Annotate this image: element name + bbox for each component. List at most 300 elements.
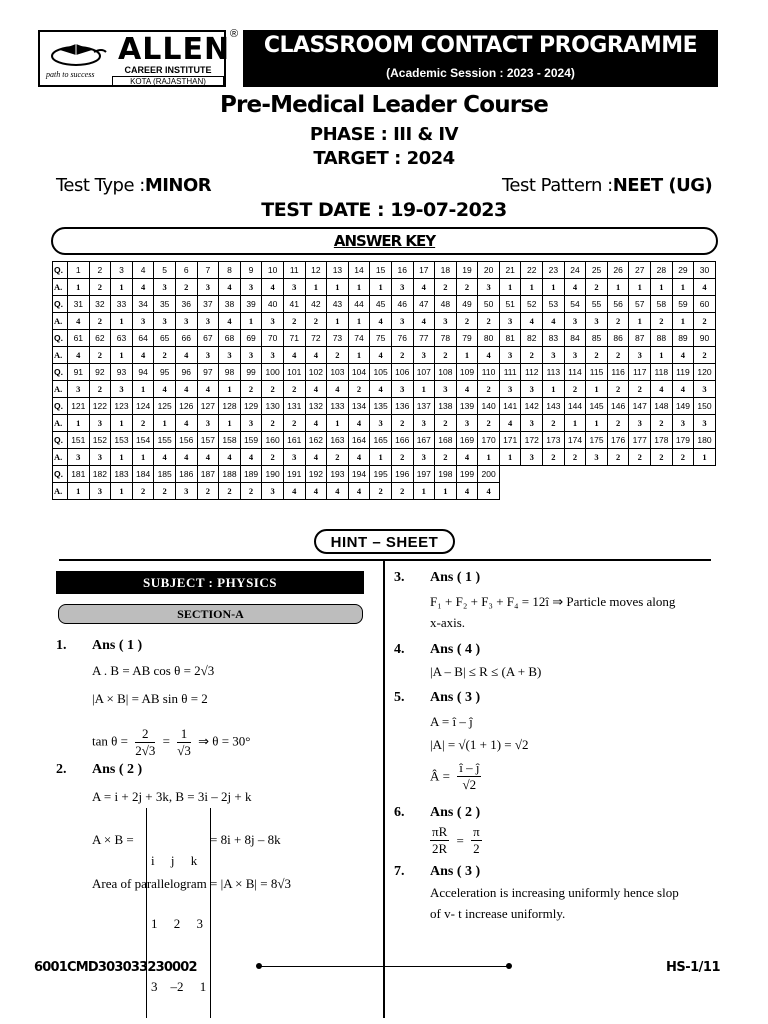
question-number-cell: 140	[478, 398, 500, 415]
answer-cell: 2	[240, 381, 262, 398]
question-number-cell: 169	[456, 432, 478, 449]
answer-cell: 1	[607, 279, 629, 296]
question-number-cell: 102	[305, 364, 327, 381]
answer-cell: 2	[478, 313, 500, 330]
question-number-cell: 173	[543, 432, 565, 449]
answer-cell: 2	[456, 313, 478, 330]
phase-label: PHASE : III & IV	[309, 124, 459, 145]
question-number-cell: 174	[564, 432, 586, 449]
answer-key-table	[52, 261, 716, 500]
answer-cell: 2	[89, 381, 111, 398]
answer-cell: 4	[543, 313, 565, 330]
answer-cell: 1	[68, 279, 90, 296]
answer-cell: 4	[694, 279, 716, 296]
a-row-label: A.	[53, 449, 68, 466]
answer-cell: 2	[629, 449, 651, 466]
answer-cell: 2	[435, 347, 457, 364]
question-number-cell: 194	[348, 466, 370, 483]
q7-answer: Ans ( 3 )	[430, 864, 481, 879]
answer-cell: 1	[348, 347, 370, 364]
question-number-cell: 165	[370, 432, 392, 449]
question-number-cell: 73	[327, 330, 349, 347]
question-number-cell: 157	[197, 432, 219, 449]
question-number-cell: 123	[111, 398, 133, 415]
allen-logo	[38, 28, 239, 87]
answer-cell: 1	[111, 415, 133, 432]
q5-line1: A = î – ĵ	[430, 714, 473, 729]
footer-rule	[258, 966, 510, 967]
question-number-cell: 125	[154, 398, 176, 415]
book-emblem-icon	[46, 38, 108, 68]
answer-cell: 1	[111, 483, 133, 500]
answer-cell: 3	[370, 415, 392, 432]
answer-cell: 3	[240, 415, 262, 432]
answer-cell: 1	[629, 313, 651, 330]
empty-cell	[694, 483, 716, 500]
question-number-cell: 176	[607, 432, 629, 449]
q2-number: 2.	[56, 762, 67, 777]
q2-line1: A = i + 2j + 3k, B = 3i – 2j + k	[92, 789, 252, 804]
answer-cell: 4	[348, 483, 370, 500]
logo-brand: ALLEN	[118, 32, 231, 67]
answer-cell: 3	[413, 347, 435, 364]
empty-cell	[564, 483, 586, 500]
question-number-cell: 164	[348, 432, 370, 449]
question-number-cell: 43	[327, 296, 349, 313]
question-number-cell: 96	[175, 364, 197, 381]
question-number-cell: 23	[543, 262, 565, 279]
question-number-cell: 11	[283, 262, 305, 279]
answer-cell: 2	[305, 313, 327, 330]
a-row-label: A.	[53, 483, 68, 500]
q5-answer: Ans ( 3 )	[430, 690, 481, 705]
answer-cell: 2	[154, 347, 176, 364]
answer-cell: 4	[370, 347, 392, 364]
answer-cell: 2	[543, 415, 565, 432]
target-label: TARGET : 2024	[313, 148, 455, 169]
answer-cell: 3	[413, 415, 435, 432]
question-number-cell: 177	[629, 432, 651, 449]
answer-cell: 1	[132, 449, 154, 466]
question-number-cell: 127	[197, 398, 219, 415]
question-number-cell: 189	[240, 466, 262, 483]
question-number-cell: 34	[132, 296, 154, 313]
answer-cell: 4	[219, 449, 241, 466]
question-number-cell: 74	[348, 330, 370, 347]
answer-cell: 2	[175, 279, 197, 296]
q5-line2: |A| = √(1 + 1) = √2	[430, 737, 529, 752]
empty-cell	[672, 466, 694, 483]
answer-cell: 3	[132, 313, 154, 330]
q1-line2: |A × B| = AB sin θ = 2	[92, 691, 208, 706]
question-number-cell: 55	[586, 296, 608, 313]
question-number-cell: 45	[370, 296, 392, 313]
answer-cell: 4	[327, 483, 349, 500]
empty-cell	[521, 483, 543, 500]
q6-answer: Ans ( 2 )	[430, 805, 481, 820]
answer-cell: 1	[543, 381, 565, 398]
question-number-cell: 70	[262, 330, 284, 347]
answer-cell: 4	[175, 415, 197, 432]
answer-cell: 2	[651, 449, 673, 466]
question-number-cell: 80	[478, 330, 500, 347]
question-number-cell: 41	[283, 296, 305, 313]
answer-cell: 3	[154, 313, 176, 330]
answer-cell: 4	[478, 483, 500, 500]
q1-number: 1.	[56, 638, 67, 653]
question-number-cell: 94	[132, 364, 154, 381]
answer-cell: 4	[154, 449, 176, 466]
answer-cell: 2	[651, 313, 673, 330]
subject-banner: SUBJECT : PHYSICS	[56, 571, 364, 594]
question-number-cell: 66	[175, 330, 197, 347]
answer-cell: 4	[283, 347, 305, 364]
question-row	[53, 466, 716, 483]
question-number-cell: 105	[370, 364, 392, 381]
question-number-cell: 139	[456, 398, 478, 415]
question-number-cell: 119	[672, 364, 694, 381]
answer-cell: 3	[89, 483, 111, 500]
answer-cell: 2	[219, 483, 241, 500]
answer-cell: 1	[240, 313, 262, 330]
question-number-cell: 122	[89, 398, 111, 415]
question-number-cell: 84	[564, 330, 586, 347]
answer-cell: 3	[240, 279, 262, 296]
question-number-cell: 24	[564, 262, 586, 279]
answer-row	[53, 415, 716, 432]
hint-sheet-heading	[314, 529, 455, 554]
answer-cell: 1	[305, 279, 327, 296]
question-number-cell: 18	[435, 262, 457, 279]
question-number-cell: 98	[219, 364, 241, 381]
answer-cell: 4	[197, 449, 219, 466]
q-row-label: Q.	[53, 364, 68, 381]
answer-row	[53, 449, 716, 466]
question-number-cell: 172	[521, 432, 543, 449]
answer-cell: 3	[564, 347, 586, 364]
question-number-cell: 54	[564, 296, 586, 313]
answer-cell: 3	[68, 449, 90, 466]
question-number-cell: 69	[240, 330, 262, 347]
question-number-cell: 6	[175, 262, 197, 279]
answer-cell: 2	[391, 449, 413, 466]
question-number-cell: 19	[456, 262, 478, 279]
question-number-cell: 64	[132, 330, 154, 347]
answer-cell: 4	[413, 313, 435, 330]
question-number-cell: 198	[435, 466, 457, 483]
question-number-cell: 130	[262, 398, 284, 415]
question-number-cell: 29	[672, 262, 694, 279]
empty-cell	[651, 483, 673, 500]
question-number-cell: 126	[175, 398, 197, 415]
question-number-cell: 148	[651, 398, 673, 415]
question-number-cell: 32	[89, 296, 111, 313]
question-number-cell: 171	[499, 432, 521, 449]
question-number-cell: 38	[219, 296, 241, 313]
question-number-cell: 138	[435, 398, 457, 415]
question-number-cell: 170	[478, 432, 500, 449]
answer-cell: 2	[607, 313, 629, 330]
q-row-label: Q.	[53, 296, 68, 313]
q3-line2: x-axis.	[430, 615, 466, 630]
answer-cell: 2	[197, 483, 219, 500]
question-number-cell: 68	[219, 330, 241, 347]
answer-cell: 2	[391, 483, 413, 500]
q2-det-rhs: = 8i + 8j – 8k	[210, 832, 281, 847]
question-number-cell: 143	[543, 398, 565, 415]
test-type-label: Test Type :	[56, 175, 145, 196]
empty-cell	[694, 466, 716, 483]
banner-session: (Academic Session : 2023 - 2024)	[386, 66, 575, 80]
question-number-cell: 89	[672, 330, 694, 347]
footer-dot-left	[256, 963, 262, 969]
question-number-cell: 133	[327, 398, 349, 415]
answer-cell: 3	[499, 381, 521, 398]
answer-cell: 2	[607, 381, 629, 398]
answer-cell: 1	[586, 415, 608, 432]
question-number-cell: 129	[240, 398, 262, 415]
question-number-cell: 62	[89, 330, 111, 347]
answer-cell: 2	[651, 415, 673, 432]
answer-cell: 3	[564, 313, 586, 330]
answer-cell: 3	[175, 313, 197, 330]
answer-cell: 4	[413, 279, 435, 296]
question-number-cell: 196	[391, 466, 413, 483]
empty-cell	[521, 466, 543, 483]
q7-line1: Acceleration is increasing uniformly hence slop	[430, 885, 679, 900]
question-number-cell: 99	[240, 364, 262, 381]
answer-cell: 2	[132, 415, 154, 432]
q7-number: 7.	[394, 864, 405, 879]
question-number-cell: 56	[607, 296, 629, 313]
answer-cell: 1	[543, 279, 565, 296]
answer-cell: 1	[370, 279, 392, 296]
question-number-cell: 25	[586, 262, 608, 279]
empty-cell	[564, 466, 586, 483]
answer-cell: 3	[435, 381, 457, 398]
answer-cell: 3	[262, 313, 284, 330]
answer-cell: 2	[586, 347, 608, 364]
answer-cell: 1	[327, 313, 349, 330]
answer-cell: 4	[564, 279, 586, 296]
answer-cell: 3	[413, 449, 435, 466]
q7-line2: of v- t increase uniformly.	[430, 906, 566, 921]
answer-cell: 1	[564, 415, 586, 432]
answer-cell: 2	[89, 279, 111, 296]
question-row	[53, 296, 716, 313]
answer-key-heading	[51, 227, 718, 255]
answer-cell: 2	[607, 347, 629, 364]
answer-cell: 4	[132, 347, 154, 364]
q1-tan-label: tan θ =	[92, 733, 128, 749]
answer-cell: 4	[305, 381, 327, 398]
question-number-cell: 185	[154, 466, 176, 483]
course-title: Pre-Medical Leader Course	[219, 92, 549, 118]
question-number-cell: 106	[391, 364, 413, 381]
question-number-cell: 179	[672, 432, 694, 449]
question-number-cell: 149	[672, 398, 694, 415]
question-number-cell: 111	[499, 364, 521, 381]
q1-fraction-2: $\frac{1}{√3}$	[177, 726, 191, 758]
question-number-cell: 162	[305, 432, 327, 449]
a-row-label: A.	[53, 381, 68, 398]
question-number-cell: 181	[68, 466, 90, 483]
question-number-cell: 192	[305, 466, 327, 483]
answer-cell: 3	[521, 449, 543, 466]
footer-dot-right	[506, 963, 512, 969]
q3-number: 3.	[394, 570, 405, 585]
answer-cell: 1	[370, 449, 392, 466]
logo-tagline: path to success	[46, 70, 95, 79]
answer-cell: 2	[154, 483, 176, 500]
answer-cell: 2	[478, 381, 500, 398]
question-number-cell: 91	[68, 364, 90, 381]
question-number-cell: 22	[521, 262, 543, 279]
q1-result: ⇒ θ = 30°	[198, 733, 251, 749]
answer-cell: 4	[370, 313, 392, 330]
q5-line3	[430, 760, 481, 793]
answer-cell: 3	[694, 381, 716, 398]
hint-sheet-title: HINT – SHEET	[330, 534, 439, 551]
q-row-label: Q.	[53, 432, 68, 449]
answer-cell: 3	[672, 415, 694, 432]
q3-line1: F₁ + F₂ + F₃ + F₄ = 12î ⇒ Particle moves along	[430, 594, 676, 609]
question-number-cell: 50	[478, 296, 500, 313]
question-number-cell: 16	[391, 262, 413, 279]
answer-cell: 4	[283, 483, 305, 500]
empty-cell	[499, 483, 521, 500]
footer-page-number: HS-1/11	[666, 960, 721, 975]
question-number-cell: 93	[111, 364, 133, 381]
test-pattern-value: NEET (UG)	[612, 175, 713, 196]
question-number-cell: 200	[478, 466, 500, 483]
question-number-cell: 58	[651, 296, 673, 313]
question-number-cell: 183	[111, 466, 133, 483]
answer-cell: 4	[348, 415, 370, 432]
question-number-cell: 7	[197, 262, 219, 279]
answer-cell: 1	[413, 483, 435, 500]
answer-cell: 3	[521, 381, 543, 398]
answer-cell: 2	[521, 347, 543, 364]
answer-cell: 2	[435, 415, 457, 432]
footer-code: 6001CMD303033230002	[34, 960, 197, 975]
a-row-label: A.	[53, 415, 68, 432]
question-number-cell: 158	[219, 432, 241, 449]
question-number-cell: 47	[413, 296, 435, 313]
answer-cell: 4	[175, 449, 197, 466]
answer-cell: 1	[694, 449, 716, 466]
answer-cell: 2	[672, 449, 694, 466]
answer-cell: 2	[564, 449, 586, 466]
question-number-cell: 114	[564, 364, 586, 381]
q4-number: 4.	[394, 642, 405, 657]
question-number-cell: 9	[240, 262, 262, 279]
empty-cell	[607, 483, 629, 500]
question-number-cell: 82	[521, 330, 543, 347]
question-number-cell: 60	[694, 296, 716, 313]
question-number-cell: 5	[154, 262, 176, 279]
a-row-label: A.	[53, 279, 68, 296]
answer-cell: 3	[240, 347, 262, 364]
question-number-cell: 46	[391, 296, 413, 313]
answer-cell: 2	[370, 483, 392, 500]
answer-cell: 3	[175, 483, 197, 500]
question-number-cell: 86	[607, 330, 629, 347]
empty-cell	[586, 466, 608, 483]
question-number-cell: 175	[586, 432, 608, 449]
answer-cell: 1	[672, 313, 694, 330]
answer-cell: 2	[327, 347, 349, 364]
answer-cell: 3	[435, 313, 457, 330]
question-number-cell: 182	[89, 466, 111, 483]
q6-number: 6.	[394, 805, 405, 820]
answer-cell: 1	[586, 381, 608, 398]
answer-cell: 2	[262, 381, 284, 398]
answer-cell: 2	[607, 449, 629, 466]
answer-cell: 2	[89, 347, 111, 364]
empty-cell	[607, 466, 629, 483]
answer-cell: 2	[586, 279, 608, 296]
answer-cell: 2	[240, 483, 262, 500]
answer-cell: 3	[283, 449, 305, 466]
answer-cell: 1	[132, 381, 154, 398]
hint-divider	[59, 559, 711, 561]
question-number-cell: 71	[283, 330, 305, 347]
question-number-cell: 160	[262, 432, 284, 449]
answer-cell: 4	[651, 381, 673, 398]
answer-cell: 1	[111, 449, 133, 466]
question-number-cell: 100	[262, 364, 284, 381]
question-number-cell: 37	[197, 296, 219, 313]
column-divider	[383, 561, 385, 1018]
question-number-cell: 104	[348, 364, 370, 381]
question-number-cell: 113	[543, 364, 565, 381]
answer-row	[53, 381, 716, 398]
question-number-cell: 57	[629, 296, 651, 313]
question-number-cell: 17	[413, 262, 435, 279]
test-pattern-label: Test Pattern :	[502, 175, 613, 196]
question-number-cell: 87	[629, 330, 651, 347]
question-number-cell: 49	[456, 296, 478, 313]
q-row-label: Q.	[53, 262, 68, 279]
answer-cell: 4	[672, 347, 694, 364]
question-number-cell: 1	[68, 262, 90, 279]
question-number-cell: 103	[327, 364, 349, 381]
answer-cell: 1	[629, 279, 651, 296]
answer-row	[53, 279, 716, 296]
q6-fraction-1: $\frac{\pi R}{2R}$	[432, 824, 448, 856]
question-number-cell: 95	[154, 364, 176, 381]
question-number-cell: 154	[132, 432, 154, 449]
answer-cell: 4	[305, 483, 327, 500]
answer-cell: 1	[327, 415, 349, 432]
answer-cell: 4	[521, 313, 543, 330]
answer-cell: 4	[68, 347, 90, 364]
answer-cell: 2	[262, 449, 284, 466]
question-row	[53, 262, 716, 279]
answer-cell: 2	[478, 415, 500, 432]
answer-cell: 1	[499, 449, 521, 466]
question-number-cell: 156	[175, 432, 197, 449]
question-row	[53, 364, 716, 381]
question-number-cell: 4	[132, 262, 154, 279]
q6-line1: $\frac{\pi R}{2R}$ = $\frac{\pi}{2}$	[432, 824, 480, 856]
question-number-cell: 112	[521, 364, 543, 381]
question-number-cell: 81	[499, 330, 521, 347]
answer-cell: 2	[89, 313, 111, 330]
answer-cell: 1	[68, 415, 90, 432]
question-number-cell: 88	[651, 330, 673, 347]
